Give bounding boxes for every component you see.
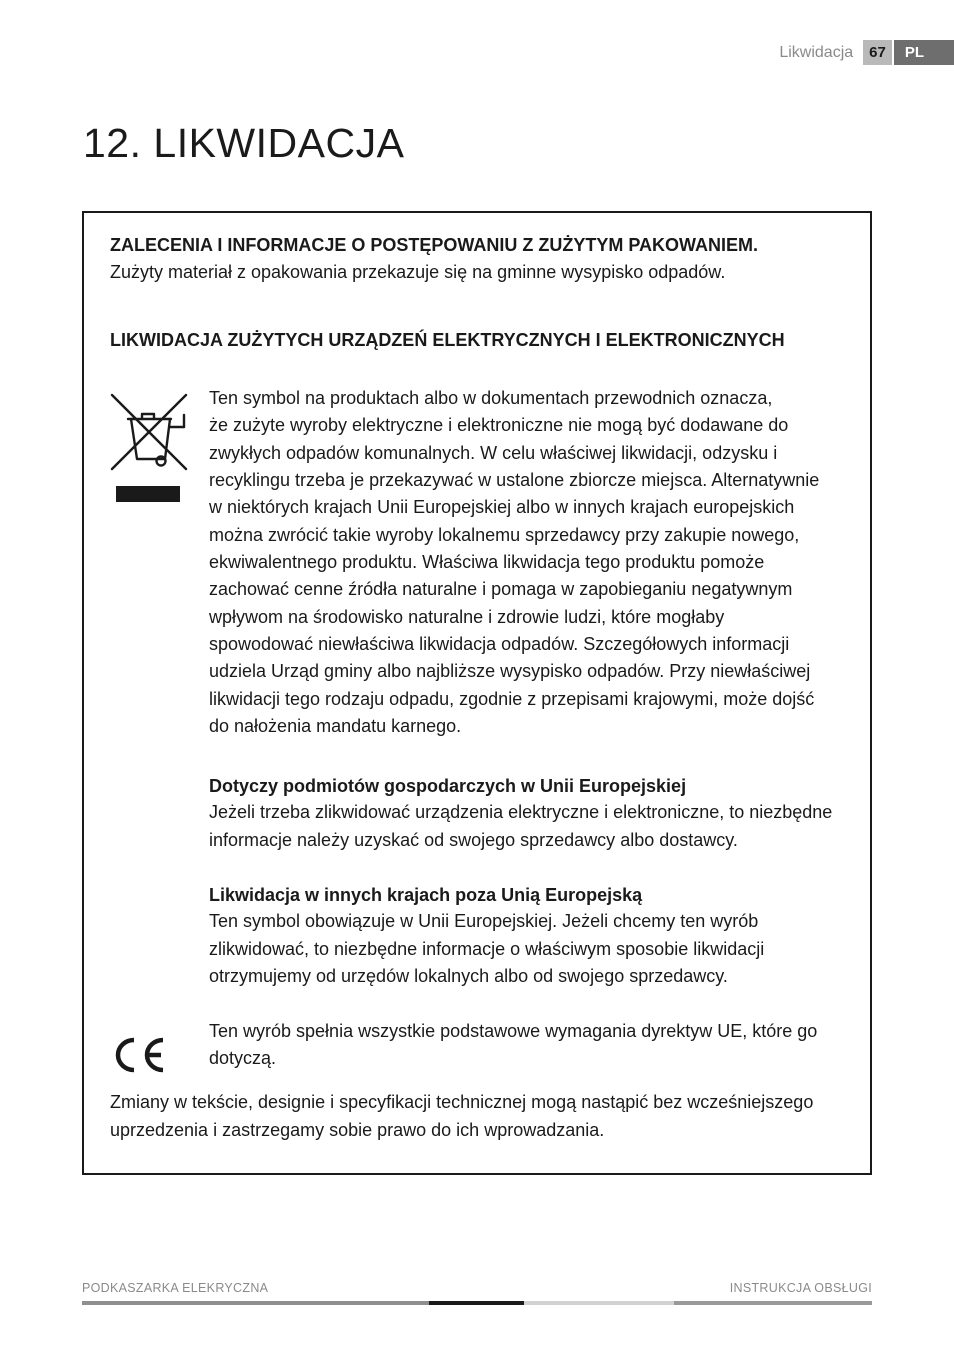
disposal-info-box: [82, 211, 872, 1175]
footer-bar-segment: [429, 1301, 524, 1305]
footer-bar-segment: [82, 1301, 429, 1305]
footer-product-name: PODKASZARKA ELEKRYCZNA: [82, 1281, 269, 1295]
weee-line: likwidacji tego rodzaju odpadu, zgodnie z przepisami krajowymi, może dojść: [209, 689, 815, 709]
page-number: 67: [863, 40, 892, 65]
weee-line: wpływom na środowisko naturalne i zdrowie ludzi, które mogłaby: [209, 607, 725, 627]
weee-line: można zwrócić takie wyroby lokalnemu sprzedawcy przy zakupie nowego,: [209, 525, 800, 545]
weee-line: recyklingu trzeba je przekazywać w ustalone zbiorcze miejsca. Alternatywnie: [209, 470, 820, 490]
page-title: 12. LIKWIDACJA: [83, 120, 405, 166]
weee-line: do nałożenia mandatu karnego.: [209, 716, 462, 736]
header-section-name: Likwidacja: [779, 44, 854, 61]
business-line: Jeżeli trzeba zlikwidować urządzenia elektryczne i elektroniczne, to niezbędne: [209, 802, 833, 822]
crossed-out-wheelie-bin-icon: [110, 389, 192, 503]
business-line: informacje należy uzyskać od swojego sprzedawcy albo dostawcy.: [209, 830, 738, 850]
footer-bar-segment: [524, 1301, 674, 1305]
weee-line: zachować cenne źródła naturalne i pomaga w zapobieganiu negatywnym: [209, 579, 793, 599]
language-badge: PL: [894, 40, 954, 65]
ce-line: dotyczą.: [209, 1048, 277, 1068]
changes-line: Zmiany w tekście, designie i specyfikacji technicznej mogą nastąpić bez wcześniejszego: [110, 1092, 814, 1112]
weee-line: spowodować niewłaściwa likwidacja odpadów. Szczegółowych informacji: [209, 634, 790, 654]
changes-line: uprzedzenia i zastrzegamy sobie prawo do ich wprowadzania.: [110, 1120, 605, 1140]
weee-line: w niektórych krajach Unii Europejskiej albo w innych krajach europejskich: [209, 497, 795, 517]
business-heading: Dotyczy podmiotów gospodarczych w Unii Europejskiej: [209, 776, 687, 796]
footer-doc-type: INSTRUKCJA OBSŁUGI: [729, 1281, 872, 1295]
outside-eu-heading: Likwidacja w innych krajach poza Unią Europejską: [209, 885, 643, 905]
packaging-text: Zużyty materiał z opakowania przekazuje się na gminne wysypisko odpadów.: [110, 262, 726, 282]
footer-bar-segment: [674, 1301, 872, 1305]
weee-line: zwykłych odpadów komunalnych. W celu właściwej likwidacji, odzysku i: [209, 443, 778, 463]
ce-line: Ten wyrób spełnia wszystkie podstawowe wymagania dyrektyw UE, które go: [209, 1021, 818, 1041]
footer-divider: [82, 1301, 872, 1305]
packaging-heading: ZALECENIA I INFORMACJE O POSTĘPOWANIU Z ZUŻYTYM PAKOWANIEM.: [110, 235, 759, 255]
weee-line: że zużyte wyroby elektryczne i elektroniczne nie mogą być dodawane do: [209, 415, 789, 435]
weee-heading: LIKWIDACJA ZUŻYTYCH URZĄDZEŃ ELEKTRYCZNYCH I ELEKTRONICZNYCH: [110, 330, 785, 350]
weee-line: udziela Urząd gminy albo najbliższe wysypisko odpadów. Przy niewłaściwej: [209, 661, 811, 681]
ce-mark-icon: [110, 1035, 168, 1075]
outside-eu-line: zlikwidować, to niezbędne informacje o właściwym sposobie likwidacji: [209, 939, 765, 959]
outside-eu-line: otrzymujemy od urzędów lokalnych albo od swojego sprzedawcy.: [209, 966, 728, 986]
weee-line: ekwiwalentnego produktu. Właściwa likwidacja tego produktu pomoże: [209, 552, 765, 572]
page-header: [779, 40, 954, 65]
outside-eu-line: Ten symbol obowiązuje w Unii Europejskiej. Jeżeli chcemy ten wyrób: [209, 911, 759, 931]
weee-line: Ten symbol na produktach albo w dokumentach przewodnich oznacza,: [209, 388, 773, 408]
